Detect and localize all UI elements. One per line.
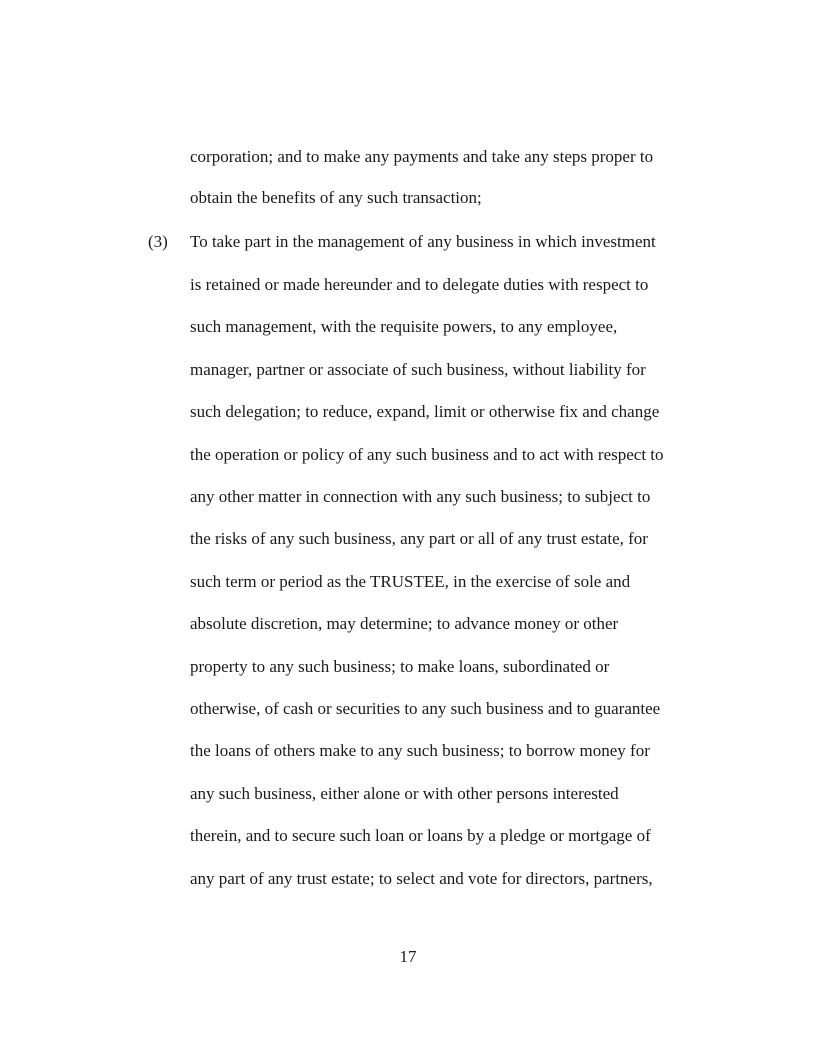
text-line: manager, partner or associate of such business, without liability for [190, 360, 646, 379]
text-line: corporation; and to make any payments and take any steps proper to [190, 147, 654, 166]
text-line: such term or period as the TRUSTEE, in the exercise of sole and [190, 572, 631, 591]
text-line: otherwise, of cash or securities to any such business and to guarantee [190, 699, 661, 718]
text-line: such delegation; to reduce, expand, limit or otherwise fix and change [190, 402, 660, 421]
text-line: any other matter in connection with any such business; to subject to [190, 487, 651, 506]
text-line: the loans of others make to any such business; to borrow money for [190, 741, 650, 760]
text-line: such management, with the requisite powers, to any employee, [190, 317, 618, 336]
text-line: property to any such business; to make loans, subordinated or [190, 657, 610, 676]
text-line: the risks of any such business, any part or all of any trust estate, for [190, 529, 648, 548]
text-line: any such business, either alone or with other persons interested [190, 784, 619, 803]
item-number: (3) [148, 232, 168, 251]
text-line: therein, and to secure such loan or loans by a pledge or mortgage of [190, 826, 651, 845]
text-line: is retained or made hereunder and to delegate duties with respect to [190, 275, 649, 294]
text-line: To take part in the management of any business in which investment [190, 232, 656, 251]
text-line: absolute discretion, may determine; to advance money or other [190, 614, 619, 633]
text-line: the operation or policy of any such business and to act with respect to [190, 445, 664, 464]
page-number: 17 [399, 947, 417, 966]
text-line: any part of any trust estate; to select and vote for directors, partners, [190, 869, 653, 888]
text-line: obtain the benefits of any such transaction; [190, 188, 482, 207]
